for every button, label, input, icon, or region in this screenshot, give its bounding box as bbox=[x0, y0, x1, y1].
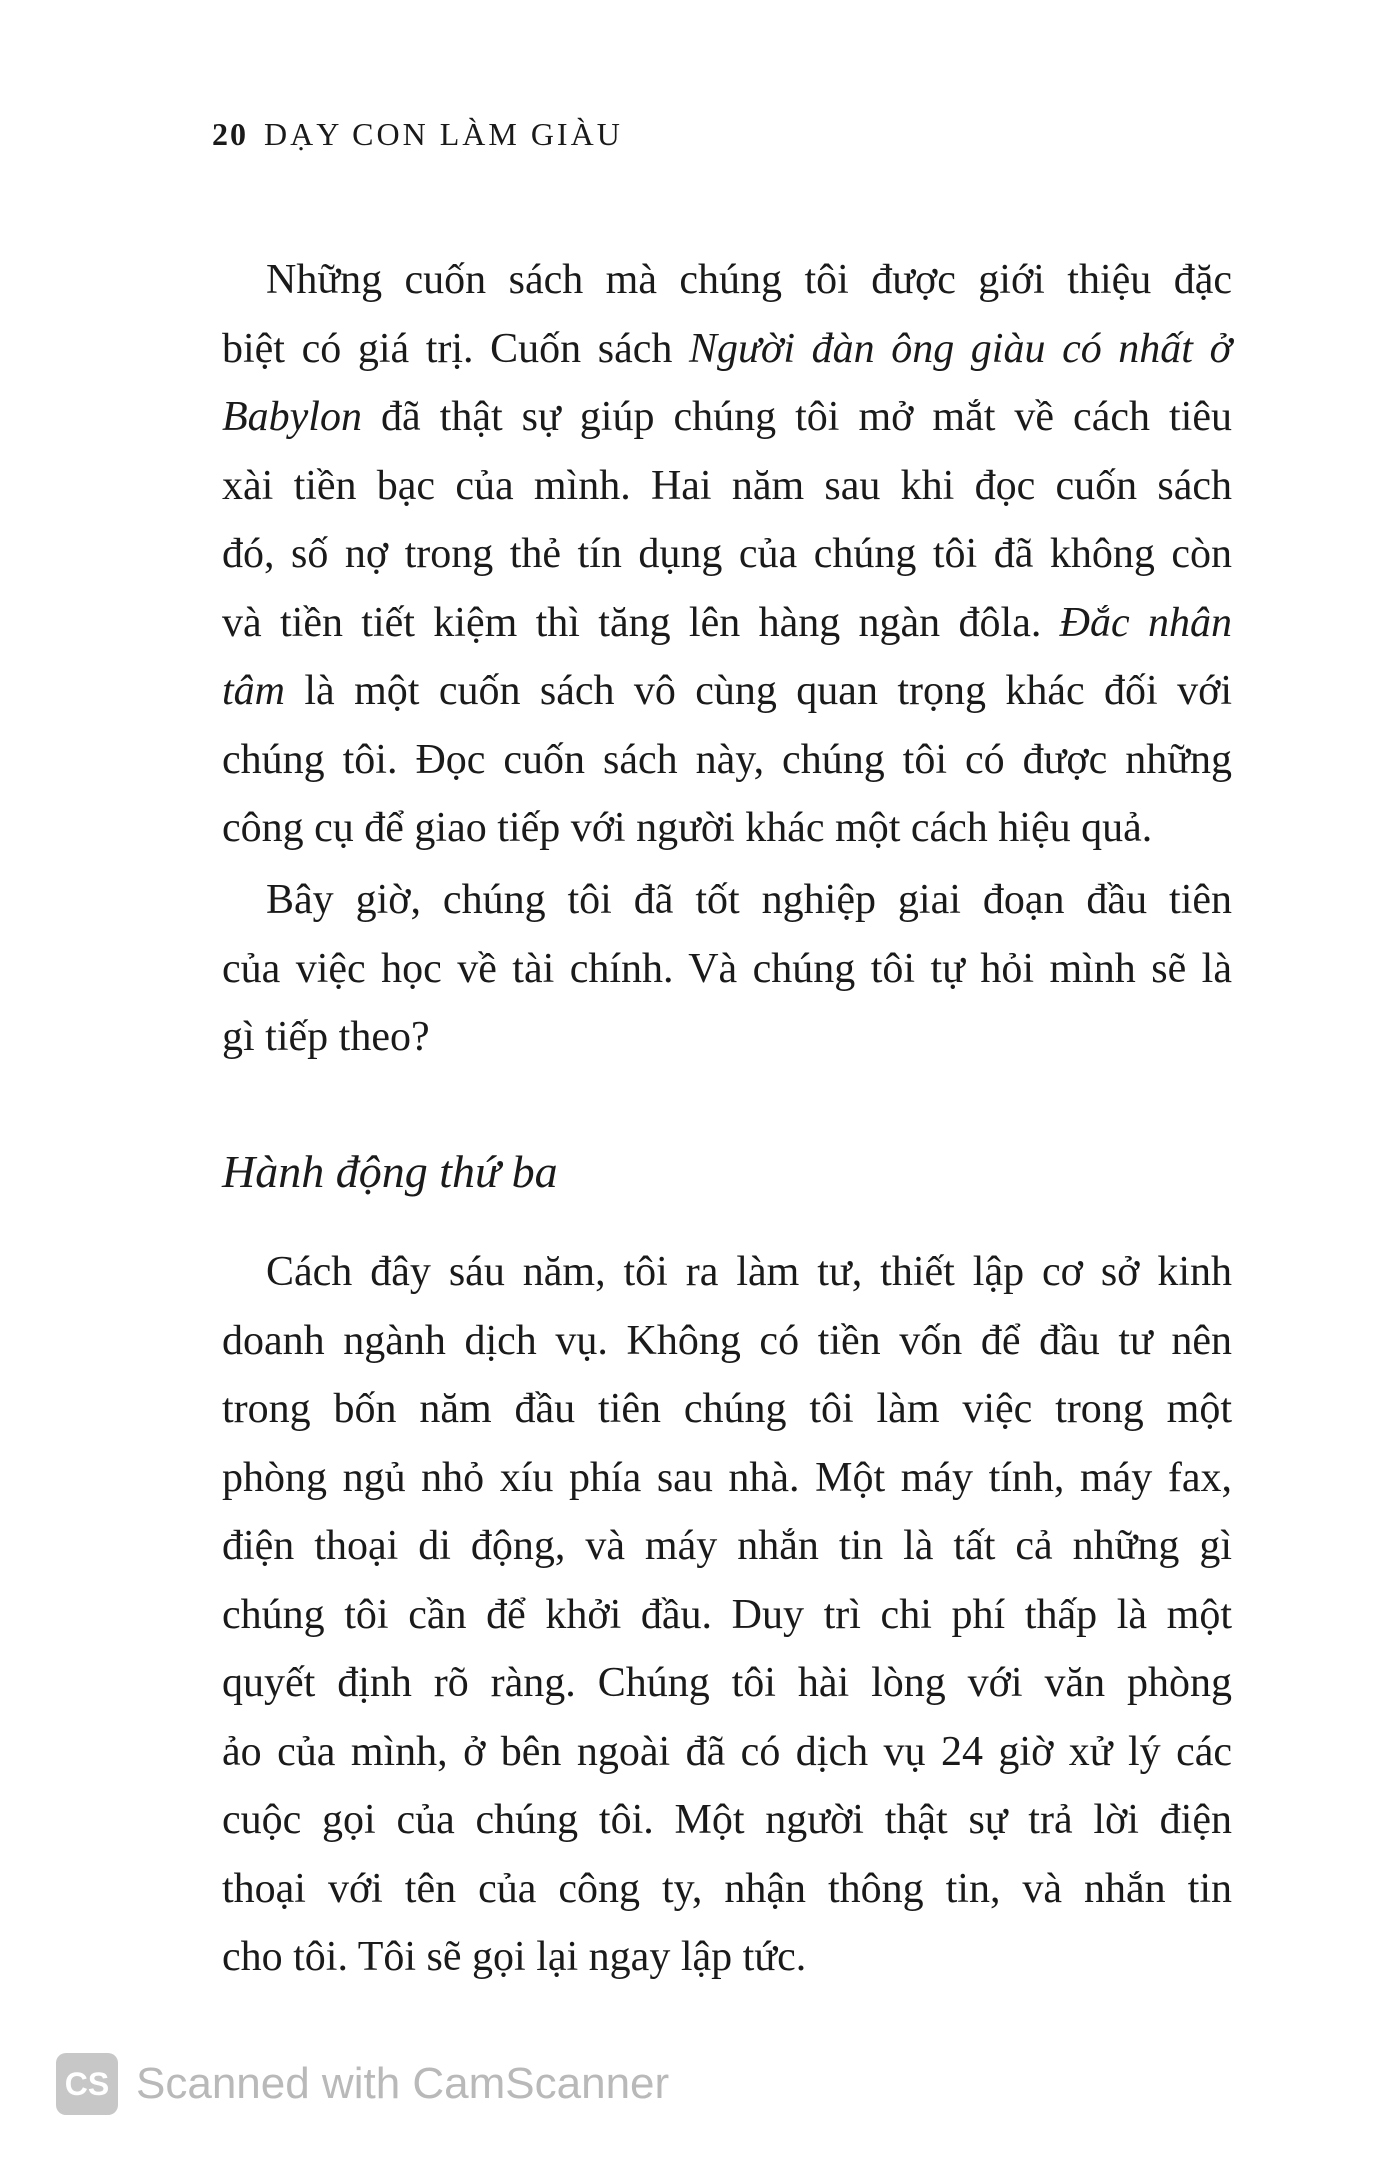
camscanner-logo-icon: CS bbox=[56, 2053, 118, 2115]
text-line: cuộc gọi của chúng tôi. Một người thật sự trả lời điện bbox=[222, 1797, 1232, 1843]
page-number: 20 bbox=[212, 116, 248, 152]
running-header bbox=[212, 110, 623, 158]
watermark-text: Scanned with CamScanner bbox=[136, 2059, 670, 2108]
paragraph-1 bbox=[222, 246, 1232, 863]
text-line: công cụ để giao tiếp với người khác một cách hiệu quả. bbox=[222, 805, 1153, 851]
book-title-italic: Người đàn ông giàu có nhất ở bbox=[689, 325, 1232, 372]
text-line: và tiền tiết kiệm thì tăng lên hàng ngàn đôla. Đắc nhân bbox=[222, 599, 1232, 646]
text-line: chúng tôi. Đọc cuốn sách này, chúng tôi có được những bbox=[222, 736, 1232, 783]
text-line: gì tiếp theo? bbox=[222, 1014, 430, 1060]
section-heading: Hành động thứ ba bbox=[222, 1146, 558, 1197]
text-line: của việc học về tài chính. Và chúng tôi tự hỏi mình sẽ là bbox=[222, 945, 1232, 992]
text-line: quyết định rõ ràng. Chúng tôi hài lòng với văn phòng bbox=[222, 1660, 1232, 1706]
text-line: biệt có giá trị. Cuốn sách Người đàn ông giàu có nhất ở bbox=[222, 325, 1232, 372]
text-line: phòng ngủ nhỏ xíu phía sau nhà. Một máy tính, máy fax, bbox=[222, 1454, 1232, 1501]
paragraph-text bbox=[222, 866, 1232, 1072]
camscanner-watermark bbox=[56, 2048, 669, 2120]
text-line: Những cuốn sách mà chúng tôi được giới thiệu đặc bbox=[266, 257, 1232, 303]
paragraph-text bbox=[222, 246, 1232, 863]
text-line: chúng tôi cần để khởi đầu. Duy trì chi phí thấp là một bbox=[222, 1591, 1232, 1638]
text-line: Babylon đã thật sự giúp chúng tôi mở mắt về cách tiêu bbox=[222, 394, 1232, 440]
text-line: thoại với tên của công ty, nhận thông tin, và nhắn tin bbox=[222, 1865, 1232, 1912]
text-line: xài tiền bạc của mình. Hai năm sau khi đọc cuốn sách bbox=[222, 462, 1232, 509]
paragraph-text bbox=[222, 1238, 1232, 1992]
text-line: trong bốn năm đầu tiên chúng tôi làm việc trong một bbox=[222, 1386, 1232, 1432]
text-line: cho tôi. Tôi sẽ gọi lại ngay lập tức. bbox=[222, 1934, 807, 1980]
book-title-italic: Đắc nhân bbox=[1059, 599, 1232, 646]
book-title-italic: tâm bbox=[222, 668, 285, 714]
text-line: ảo của mình, ở bên ngoài đã có dịch vụ 24 giờ xử lý các bbox=[222, 1728, 1232, 1775]
text-line: Cách đây sáu năm, tôi ra làm tư, thiết lập cơ sở kinh bbox=[266, 1249, 1232, 1295]
book-title-italic: Babylon bbox=[222, 394, 362, 440]
paragraph-3 bbox=[222, 1238, 1232, 1992]
text-line: đó, số nợ trong thẻ tín dụng của chúng tôi đã không còn bbox=[222, 531, 1232, 577]
text-line: Bây giờ, chúng tôi đã tốt nghiệp giai đoạn đầu tiên bbox=[266, 877, 1232, 923]
book-title: DẠY CON LÀM GIÀU bbox=[264, 116, 623, 152]
text-line: doanh ngành dịch vụ. Không có tiền vốn để đầu tư nên bbox=[222, 1317, 1232, 1364]
text-line: tâm là một cuốn sách vô cùng quan trọng khác đối với bbox=[222, 668, 1232, 714]
paragraph-2 bbox=[222, 866, 1232, 1072]
text-line: điện thoại di động, và máy nhắn tin là tất cả những gì bbox=[222, 1523, 1232, 1569]
